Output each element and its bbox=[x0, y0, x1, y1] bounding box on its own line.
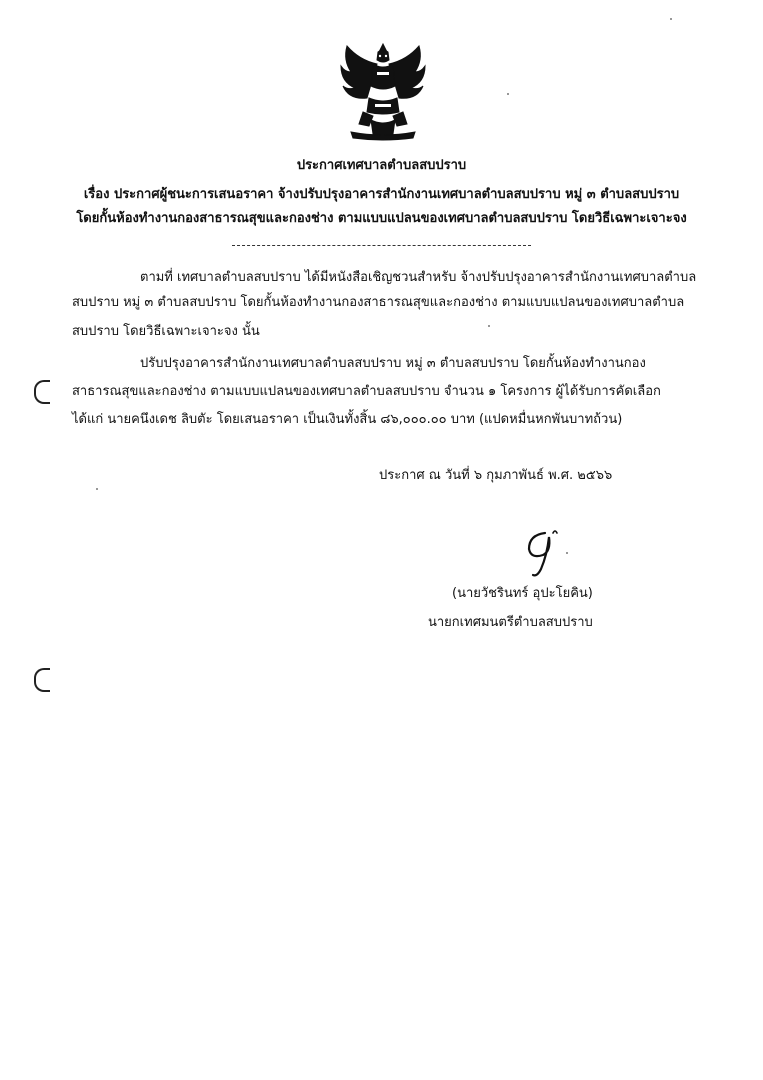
paragraph-1-line-2: สบปราบ หมู่ ๓ ตำบลสบปราบ โดยกั้นห้องทำงานกองสาธารณสุขและกองช่าง ตามแบบแปลนของเทศบาลตำบล bbox=[72, 295, 685, 310]
scan-speck bbox=[507, 93, 509, 95]
announcement-date: ประกาศ ณ วันที่ ๖ กุมภาพันธ์ พ.ศ. ๒๕๖๖ bbox=[379, 468, 613, 483]
scan-speck bbox=[670, 18, 672, 20]
handwritten-signature bbox=[515, 525, 565, 580]
signatory-position: นายกเทศมนตรีตำบลสบปราบ bbox=[428, 615, 593, 630]
paragraph-2-line-3: ได้แก่ นายคนึงเดช ลิบตัะ โดยเสนอราคา เป็นเงินทั้งสิ้น ๘๖,๐๐๐.๐๐ บาท (แปดหมื่นหกพันบาทถ้วน) bbox=[72, 412, 623, 427]
punch-hole-mark bbox=[34, 380, 50, 404]
scan-speck bbox=[566, 552, 568, 554]
punch-hole-mark bbox=[34, 668, 50, 692]
section-divider bbox=[232, 245, 531, 246]
document-title: ประกาศเทศบาลตำบลสบปราบ bbox=[296, 158, 467, 173]
subject-line-1: เรื่อง ประกาศผู้ชนะการเสนอราคา จ้างปรับปรุงอาคารสำนักงานเทศบาลตำบลสบปราบ หมู่ ๓ ตำบลสบปราบ bbox=[83, 187, 680, 202]
scan-speck bbox=[96, 488, 98, 490]
subject-line-2: โดยกั้นห้องทำงานกองสาธารณสุขและกองช่าง ตามแบบแปลนของเทศบาลตำบลสบปราบ โดยวิธีเฉพาะเจาะจง bbox=[76, 211, 687, 226]
paragraph-2-line-2: สาธารณสุขและกองช่าง ตามแบบแปลนของเทศบาลตำบลสบปราบ จำนวน ๑ โครงการ ผู้ได้รับการคัดเลือก bbox=[72, 384, 661, 399]
paragraph-2-line-1: ปรับปรุงอาคารสำนักงานเทศบาลตำบลสบปราบ หมู่ ๓ ตำบลสบปราบ โดยกั้นห้องทำงานกอง bbox=[140, 356, 646, 371]
garuda-emblem bbox=[333, 42, 433, 142]
scan-speck bbox=[488, 325, 490, 327]
signatory-name: (นายวัชรินทร์ อุปะโยคิน) bbox=[452, 586, 593, 601]
paragraph-1-line-1: ตามที่ เทศบาลตำบลสบปราบ ได้มีหนังสือเชิญชวนสำหรับ จ้างปรับปรุงอาคารสำนักงานเทศบาลตำบล bbox=[140, 270, 697, 285]
paragraph-1-line-3: สบปราบ โดยวิธีเฉพาะเจาะจง นั้น bbox=[72, 324, 260, 339]
